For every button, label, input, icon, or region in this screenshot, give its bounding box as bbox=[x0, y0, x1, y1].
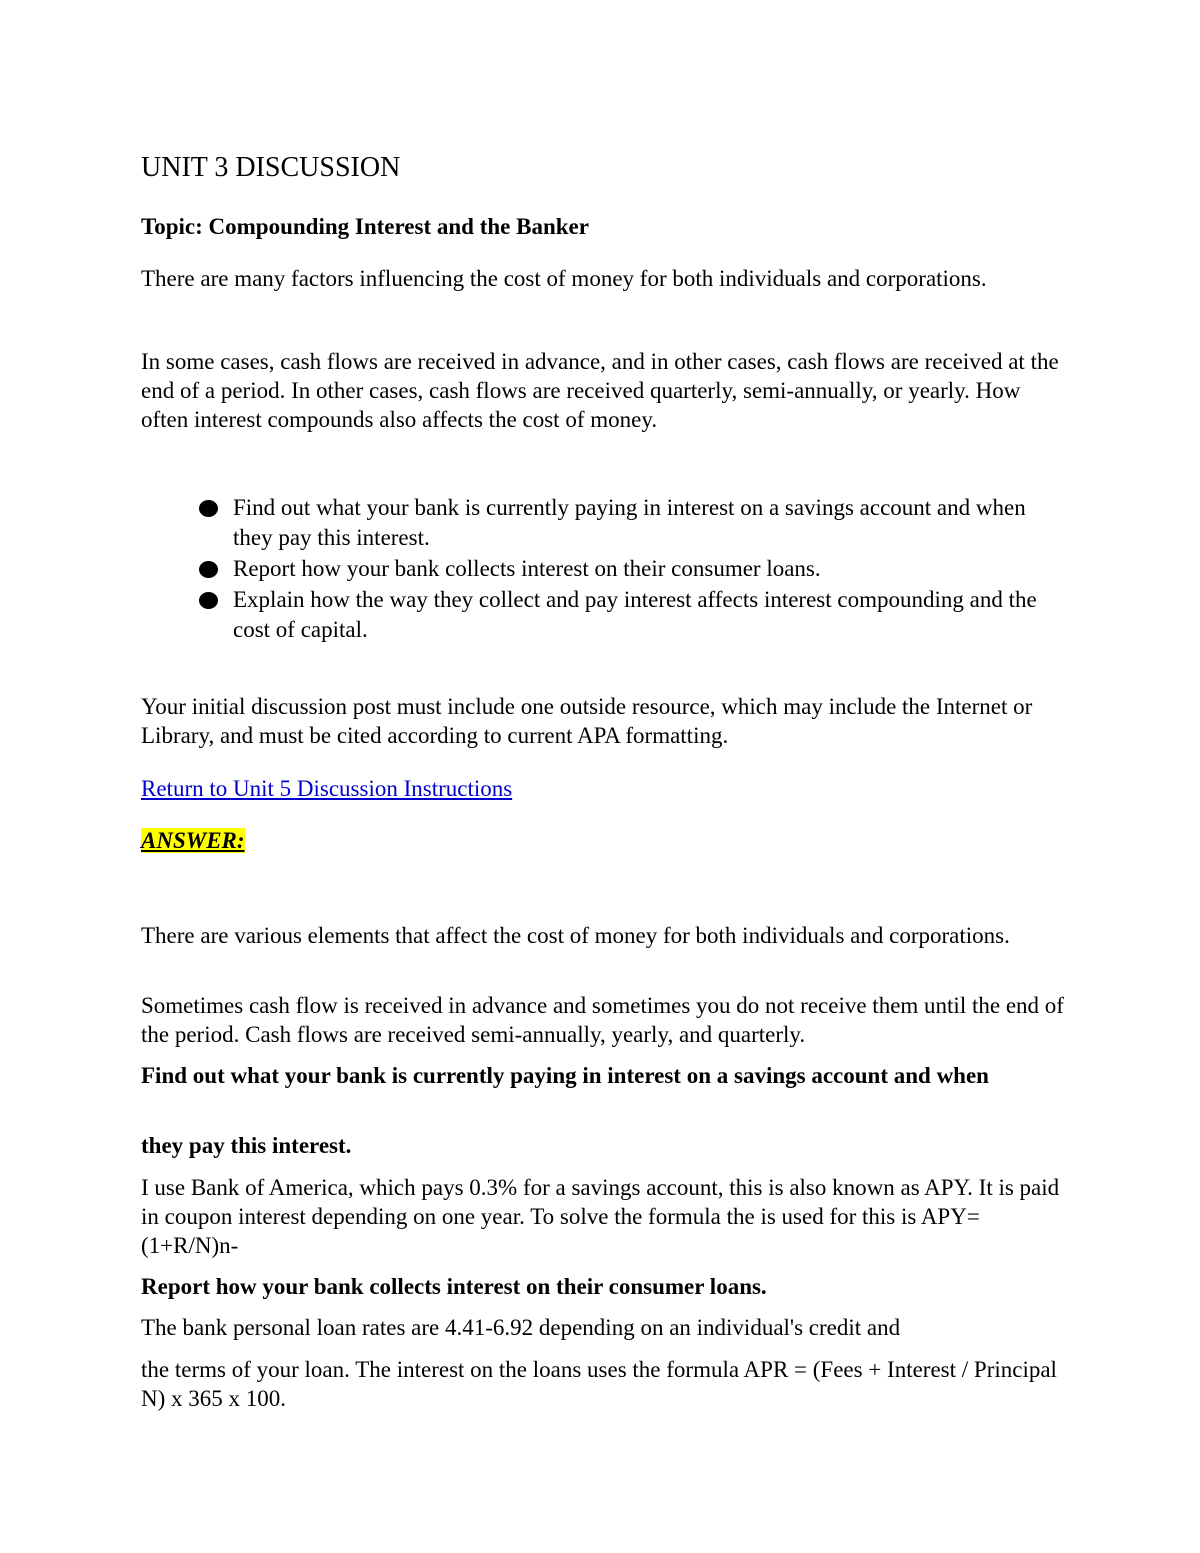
answer-paragraph-1: There are various elements that affect the cost of money for both individuals and corporations. bbox=[141, 923, 1010, 948]
link-paragraph bbox=[141, 774, 1071, 803]
list-item bbox=[199, 554, 1039, 584]
answer-label: ANSWER: bbox=[141, 828, 245, 853]
question-2: Report how your bank collects interest on their consumer loans. bbox=[141, 1274, 767, 1299]
question-1-line-1: Find out what your bank is currently paying in interest on a savings account and when bbox=[141, 1063, 989, 1088]
bullet-icon bbox=[199, 561, 218, 578]
answer-paragraph-2: Sometimes cash flow is received in advance and sometimes you do not receive them until the end of the period. Cash flows are received semi-annually, yearly, and quarterly. bbox=[141, 993, 1064, 1047]
intro-paragraph-2: In some cases, cash flows are received in advance, and in other cases, cash flows are received at the end of a period. In other cases, cash flows are received quarterly, semi-annually, or yearly. How often interest compounds also affects the cost of money. bbox=[141, 349, 1059, 432]
topic-heading: Topic: Compounding Interest and the Banker bbox=[141, 214, 589, 239]
list-item-text: Report how your bank collects interest on their consumer loans. bbox=[233, 556, 821, 581]
list-item bbox=[199, 493, 1039, 553]
answer-1: I use Bank of America, which pays 0.3% for a savings account, this is also known as APY. It is paid in coupon interest depending on one year. To solve the formula the is used for this is APY= (1+R/N)n- bbox=[141, 1175, 1060, 1258]
list-item bbox=[199, 585, 1039, 645]
list-item-text: Explain how the way they collect and pay interest affects interest compounding and the cost of capital. bbox=[233, 587, 1037, 642]
bullet-icon bbox=[199, 592, 218, 609]
answer-2-line-2: the terms of your loan. The interest on the loans uses the formula APR = (Fees + Interest / Principal N) x 365 x 100. bbox=[141, 1357, 1057, 1411]
answer-2-line-1: The bank personal loan rates are 4.41-6.92 depending on an individual's credit and bbox=[141, 1315, 901, 1340]
requirement-paragraph: Your initial discussion post must include one outside resource, which may include the Internet or Library, and must be cited according to current APA formatting. bbox=[141, 694, 1033, 748]
question-1-line-2: they pay this interest. bbox=[141, 1133, 352, 1158]
bullet-icon bbox=[199, 500, 218, 517]
return-instructions-link[interactable]: Return to Unit 5 Discussion Instructions bbox=[141, 776, 513, 801]
list-item-text: Find out what your bank is currently paying in interest on a savings account and when they pay this interest. bbox=[233, 495, 1026, 550]
document-title: UNIT 3 DISCUSSION bbox=[141, 152, 401, 183]
intro-paragraph-1: There are many factors influencing the cost of money for both individuals and corporations. bbox=[141, 266, 987, 291]
answer-label-paragraph bbox=[141, 826, 1071, 855]
instruction-list bbox=[199, 493, 1039, 646]
